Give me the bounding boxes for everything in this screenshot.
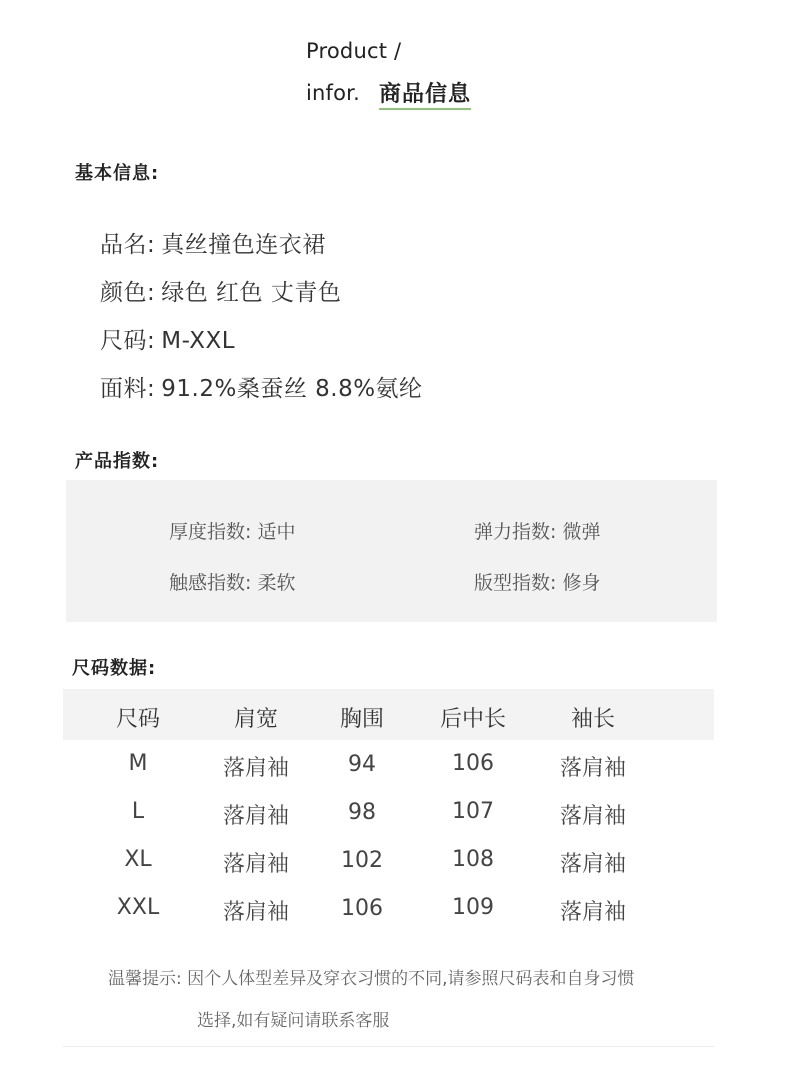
tip-line1: 温馨提示: 因个人体型差异及穿衣习惯的不同,请参照尺码表和自身习惯 <box>108 969 635 989</box>
size-table-cell: 落肩袖 <box>222 900 289 925</box>
size-table-cell: 106 <box>452 751 494 776</box>
index-fit: 版型指数: 修身 <box>474 572 601 594</box>
info-row-name <box>100 226 423 274</box>
header-underline <box>379 108 471 110</box>
info-label: 尺码: <box>100 328 156 354</box>
size-table-cell: 108 <box>452 847 494 872</box>
size-table-header-cell: 尺码 <box>115 707 160 732</box>
basic-info-title: 基本信息: <box>75 163 160 184</box>
info-value: M-XXL <box>161 328 236 354</box>
info-value: 真丝撞色连衣裙 <box>161 232 326 258</box>
info-label: 颜色: <box>100 280 156 306</box>
header-en-line2: infor. <box>306 81 360 105</box>
size-table-cell: 98 <box>348 800 376 825</box>
info-label: 面料: <box>100 376 156 402</box>
header-cn-title: 商品信息 <box>379 82 472 107</box>
size-table-cell: 102 <box>341 848 383 873</box>
header-cn-wrap <box>379 77 471 108</box>
info-label: 品名: <box>100 232 156 258</box>
size-table-cell: 109 <box>452 895 494 920</box>
info-row-fabric <box>100 370 423 418</box>
size-table-header-cell: 后中长 <box>439 707 506 732</box>
index-touch: 触感指数: 柔软 <box>169 572 296 594</box>
size-table-cell: 落肩袖 <box>559 852 626 877</box>
product-index-panel <box>66 480 717 622</box>
size-table-cell: 107 <box>452 799 494 824</box>
info-value: 绿色 红色 丈青色 <box>161 280 342 306</box>
size-table-cell: 落肩袖 <box>222 852 289 877</box>
size-table-cell: 94 <box>348 752 376 777</box>
size-table-cell: 106 <box>341 896 383 921</box>
info-row-color <box>100 274 423 322</box>
size-table-cell: 落肩袖 <box>222 804 289 829</box>
tip-line2: 选择,如有疑问请联系客服 <box>197 1011 390 1031</box>
header-en-line1: Product / <box>306 39 402 63</box>
size-table-cell: M <box>128 751 148 776</box>
index-elasticity: 弹力指数: 微弹 <box>474 521 601 543</box>
size-data-title: 尺码数据: <box>72 658 157 679</box>
size-table-cell: XXL <box>116 895 160 920</box>
size-table-cell: L <box>131 799 145 824</box>
size-table-cell: 落肩袖 <box>222 756 289 781</box>
size-table-header-cell: 肩宽 <box>233 707 278 732</box>
size-table-cell: 落肩袖 <box>559 756 626 781</box>
bottom-divider <box>63 1046 714 1047</box>
size-table-header-cell: 胸围 <box>339 707 384 732</box>
info-value: 91.2%桑蚕丝 8.8%氨纶 <box>161 376 423 402</box>
basic-info-list <box>100 226 423 418</box>
index-thickness: 厚度指数: 适中 <box>169 521 296 543</box>
size-table-cell: 落肩袖 <box>559 900 626 925</box>
product-index-title: 产品指数: <box>75 451 160 472</box>
info-row-size <box>100 322 423 370</box>
size-table-header-cell: 袖长 <box>570 707 615 732</box>
size-table-cell: XL <box>124 847 152 872</box>
size-table-cell: 落肩袖 <box>559 804 626 829</box>
